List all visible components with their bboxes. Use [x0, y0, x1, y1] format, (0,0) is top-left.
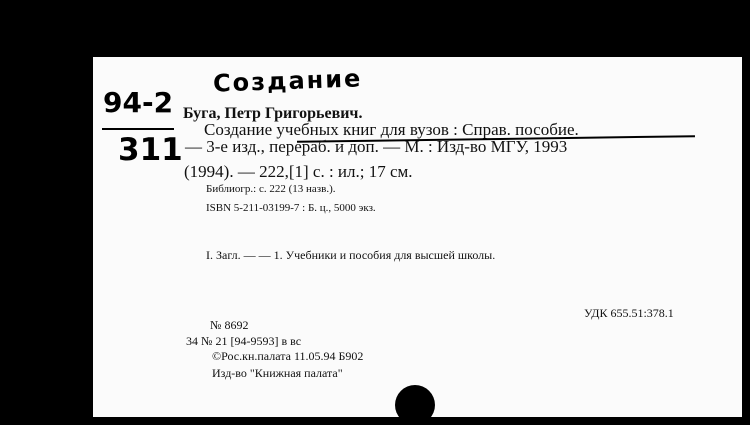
registration-line: 34 № 21 [94-9593] в вс: [186, 334, 302, 348]
isbn-line: ISBN 5-211-03199-7 : Б. ц., 5000 экз.: [206, 202, 376, 214]
publisher-line: Изд-во "Книжная палата": [212, 366, 343, 380]
udk-code: УДК 655.51:378.1: [584, 306, 674, 320]
publication-details: (1994). — 222,[1] с. : ил.; 17 см.: [184, 162, 413, 181]
author: Буга, Петр Григорьевич.: [183, 105, 363, 122]
handwritten-title: Создание: [212, 64, 363, 98]
subject-headings: I. Загл. — — 1. Учебники и пособия для высшей школы.: [206, 248, 496, 262]
punch-hole: [395, 385, 435, 425]
handwritten-shelf-code-bottom: 311: [118, 132, 183, 168]
card-edge-shadow: [742, 50, 750, 417]
card-number: № 8692: [210, 318, 249, 332]
handwritten-shelf-code-top: 94-2: [103, 86, 174, 119]
book-chamber-line: ©Рос.кн.палата 11.05.94 Б902: [212, 349, 364, 363]
bibliography-note: Библиогр.: с. 222 (13 назв.).: [206, 183, 336, 195]
shelf-code-divider: [102, 128, 174, 130]
edition-info: — 3-е изд., перераб. и доп. — М. : Изд-во МГУ, 1993: [185, 137, 568, 156]
book-title: Создание учебных книг для вузов : Справ. пособие.: [204, 120, 579, 139]
